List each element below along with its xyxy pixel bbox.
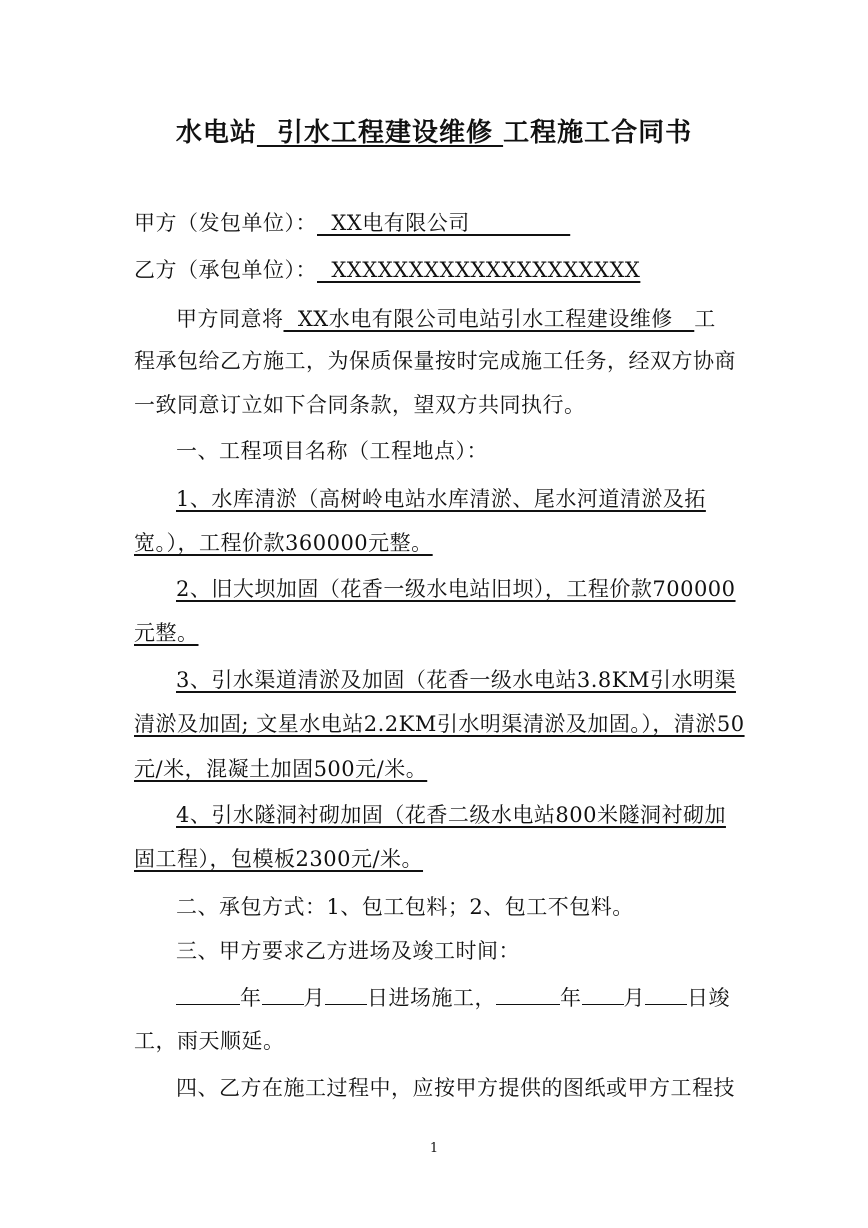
end-month-blank: [582, 982, 624, 1005]
item1-line-1: 1、水库清淤（高树岭电站水库清淤、尾水河道清淤及拓: [176, 487, 706, 511]
intro-end: 工: [694, 307, 716, 331]
intro-line-2: 程承包给乙方施工，为保质保量按时完成施工任务，经双方协商: [134, 349, 736, 373]
start-month-label: 月: [303, 986, 325, 1010]
party-a-value: XX电有限公司: [317, 211, 571, 235]
section2-text: 二、承包方式：1、包工包料；2、包工不包料。: [176, 895, 634, 919]
item4-line-2: 固工程），包模板2300元/米。: [134, 847, 424, 871]
item4-line-1: 4、引水隧洞衬砌加固（花香二级水电站800米隧洞衬砌加: [176, 803, 726, 827]
contract-title: [0, 112, 868, 149]
item2-line-1: 2、旧大坝加固（花香一级水电站旧坝），工程价款700000: [176, 577, 736, 601]
section3-heading: 三、甲方要求乙方进场及竣工时间：: [176, 939, 520, 963]
item2-line-2: 元整。: [134, 621, 199, 645]
intro-project: XX水电有限公司电站引水工程建设维修: [283, 307, 695, 331]
party-a-label: 甲方（发包单位）：: [134, 211, 317, 235]
intro-start: 甲方同意将: [176, 307, 284, 331]
title-prefix: 水电站: [175, 118, 257, 148]
start-day-label: 日进场施工，: [367, 986, 496, 1010]
end-month-label: 月: [623, 986, 645, 1010]
end-day-blank: [645, 982, 687, 1005]
item1-line-2: 宽。），工程价款360000元整。: [134, 531, 433, 555]
end-year-label: 年: [560, 986, 582, 1010]
start-month-blank: [262, 982, 304, 1005]
item3-line-3: 元/米，混凝土加固500元/米。: [134, 757, 428, 781]
page-number: 1: [429, 1141, 439, 1156]
schedule-line: [176, 982, 730, 1012]
start-year-blank: [176, 982, 240, 1005]
party-b-label: 乙方（承包单位）：: [134, 258, 317, 282]
title-project-name: 引水工程建设维修: [256, 118, 504, 148]
end-day-label: 日竣: [687, 986, 730, 1010]
schedule-line-2: 工，雨天顺延。: [134, 1029, 285, 1053]
section1-heading: 一、工程项目名称（工程地点）：: [176, 439, 488, 463]
item3-line-2: 清淤及加固; 文星水电站2.2KM引水明渠清淤及加固。），清淤50: [134, 712, 745, 736]
intro-line-1: [176, 303, 716, 333]
item3-line-1: 3、引水渠道清淤及加固（花香一级水电站3.8KM引水明渠: [176, 668, 736, 692]
party-b-line: [134, 254, 640, 284]
title-suffix: 工程施工合同书: [503, 118, 693, 148]
start-year-label: 年: [240, 986, 262, 1010]
party-a-line: [134, 207, 570, 237]
end-year-blank: [496, 982, 560, 1005]
intro-line-3: 一致同意订立如下合同条款，望双方共同执行。: [134, 393, 586, 417]
section4-line-1: 四、乙方在施工过程中，应按甲方提供的图纸或甲方工程技: [176, 1076, 735, 1100]
party-b-value: XXXXXXXXXXXXXXXXXXXX: [317, 258, 641, 282]
start-day-blank: [325, 982, 367, 1005]
